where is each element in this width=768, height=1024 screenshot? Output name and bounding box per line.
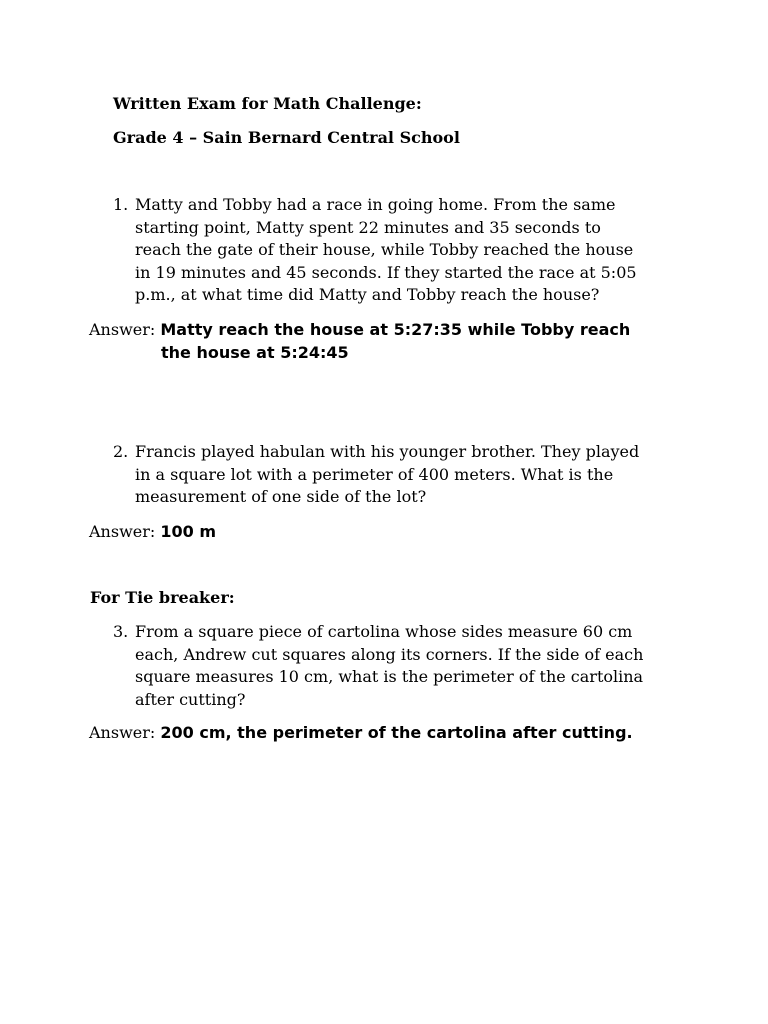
answer-2-value: 100 m [160,522,217,541]
question-3-line: after cutting? [135,689,246,709]
answer-2 [89,521,216,543]
question-3-line: each, Andrew cut squares along its corners. If the side of each [135,644,644,664]
question-1-line: reach the gate of their house, while Tobby reached the house [135,240,634,259]
question-3-line: From a square piece of cartolina whose sides measure 60 cm [135,622,633,641]
answer-1-value-continued: the house at 5:24:45 [161,343,349,362]
question-1-line: p.m., at what time did Matty and Tobby reach the house? [135,285,600,304]
question-3-number: 3. [113,622,129,641]
question-1-line: starting point, Matty spent 22 minutes and 35 seconds to [135,217,601,237]
tie-breaker-heading: For Tie breaker: [90,588,235,607]
exam-title: Written Exam for Math Challenge: [113,94,422,113]
question-2-line: measurement of one side of the lot? [135,487,427,506]
answer-1-value: Matty reach the house at 5:27:35 while Tobby reach [160,320,631,339]
exam-subtitle: Grade 4 – Sain Bernard Central School [113,128,460,147]
question-2-line: Francis played habulan with his younger brother. They played [135,442,640,461]
question-1-line: Matty and Tobby had a race in going home. From the same [135,195,616,214]
answer-1-label: Answer: [89,320,156,339]
question-1-text [135,194,695,307]
question-3-line: square measures 10 cm, what is the perimeter of the cartolina [135,667,644,686]
question-2-number: 2. [113,442,129,461]
answer-3-value: 200 cm, the perimeter of the cartolina after cutting. [160,723,633,742]
question-1-line: in 19 minutes and 45 seconds. If they started the race at 5:05 [135,262,637,282]
answer-2-label: Answer: [89,522,156,541]
answer-1 [89,319,630,341]
question-2-line: in a square lot with a perimeter of 400 meters. What is the [135,464,614,484]
question-1-number: 1. [113,195,129,214]
answer-3-label: Answer: [89,723,156,742]
answer-3 [89,722,633,744]
question-2-text [135,441,695,509]
question-3-text [135,621,695,711]
